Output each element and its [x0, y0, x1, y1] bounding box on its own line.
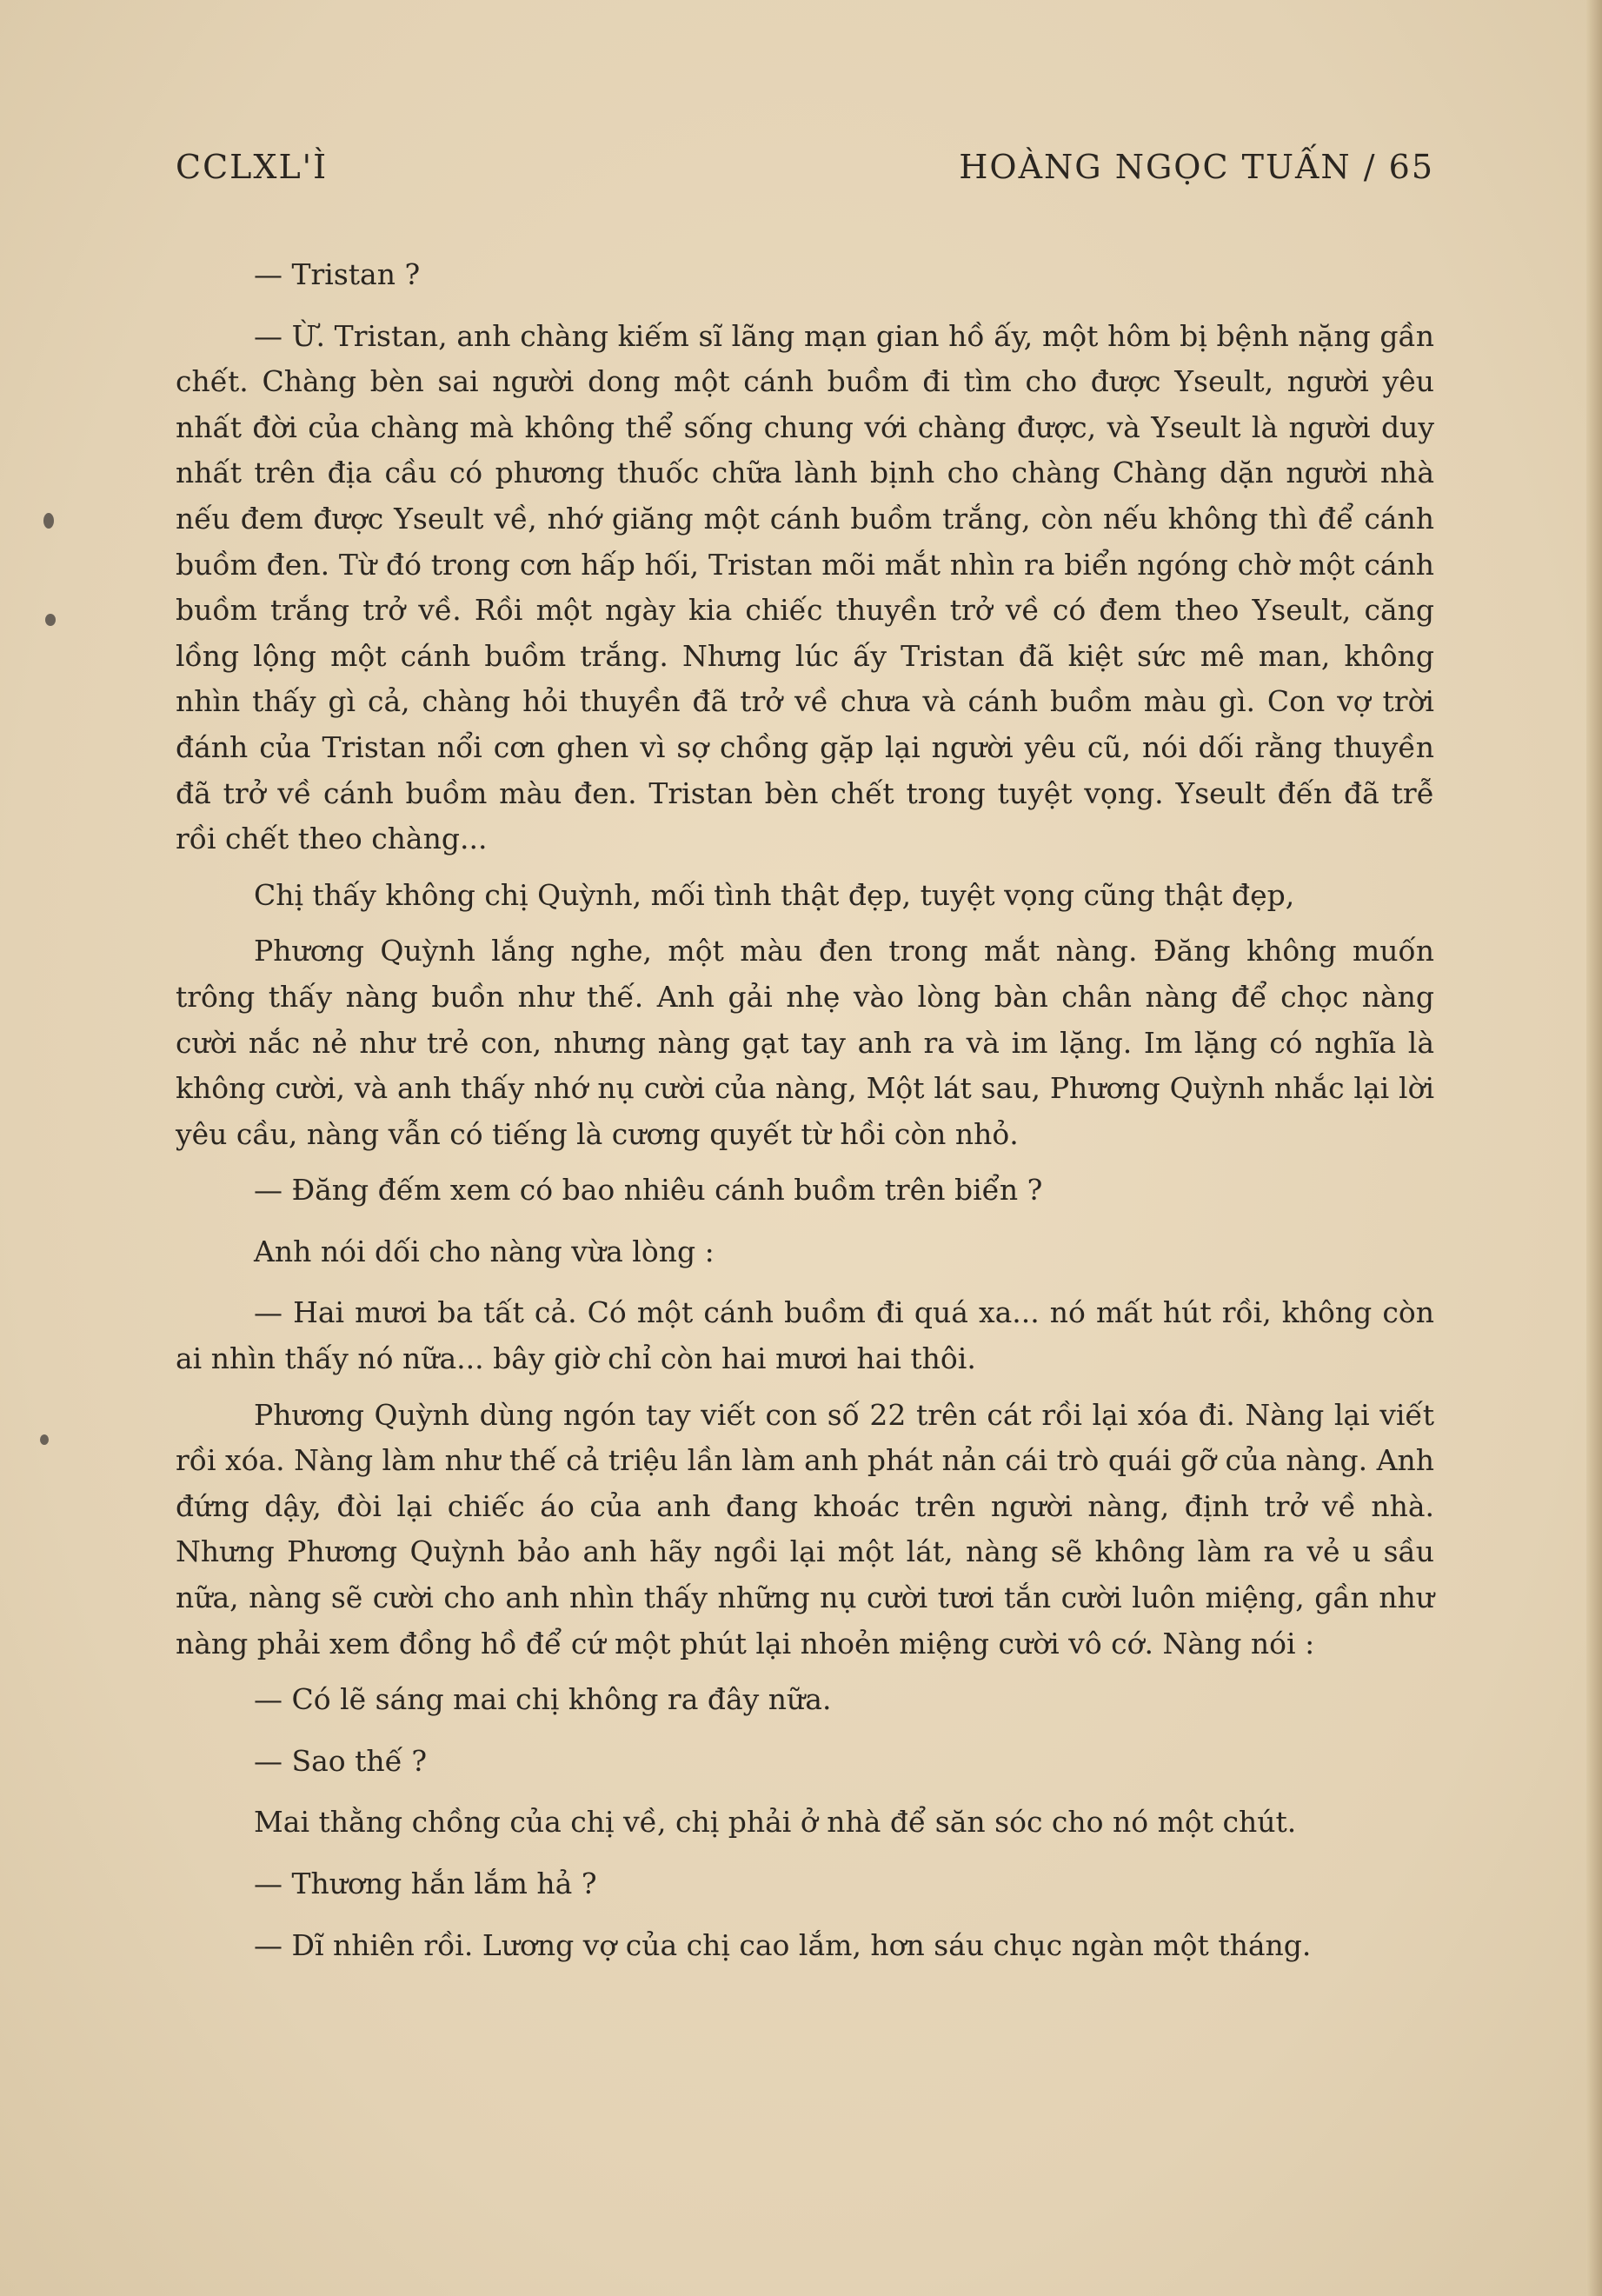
ink-spot: [45, 614, 56, 626]
ink-spot: [43, 513, 54, 529]
paragraph: Anh nói dối cho nàng vừa lòng :: [254, 1234, 715, 1268]
paragraph: — Có lẽ sáng mai chị không ra đây nữa.: [254, 1682, 832, 1717]
paragraph: — Tristan ?: [254, 257, 421, 291]
paragraph: Phương Quỳnh dùng ngón tay viết con số 22 trên cát rồi lại xóa đi. Nàng lại viết rồi xóa. Nàng làm như thế cả triệu lần làm anh phát nản cái trò quái gỡ của nàng. Anh đứng dậy, đòi lại chiếc áo của anh đang khoác trên người nàng, định trở về nhà. Nhưng Phương Quỳnh bảo anh hãy ngồi lại một lát, nàng sẽ không làm ra vẻ u sầu nữa, nàng sẽ cười cho anh nhìn thấy những nụ cười tươi tắn cười luôn miệng, gần như nàng phải xem đồng hồ để cứ một phút lại nhoẻn miệng cười vô cớ. Nàng nói :: [176, 1397, 1435, 1660]
paragraph: — Hai mươi ba tất cả. Có một cánh buồm đi quá xa... nó mất hút rồi, không còn ai nhìn thấy nó nữa... bây giờ chỉ còn hai mươi hai thôi.: [176, 1295, 1434, 1376]
paragraph: — Dĩ nhiên rồi. Lương vợ của chị cao lắm, hơn sáu chục ngàn một tháng.: [254, 1927, 1312, 1962]
paragraph: Chị thấy không chị Quỳnh, mối tình thật đẹp, tuyệt vọng cũng thật đẹp,: [254, 877, 1295, 912]
running-header: [176, 148, 1434, 200]
ink-spot: [40, 1434, 49, 1445]
body-text: [176, 252, 1434, 1979]
page-edge: [1586, 0, 1602, 2296]
header-author-page: HOÀNG NGỌC TUẤN / 65: [959, 148, 1434, 186]
header-code: CCLXL'Ì: [176, 148, 329, 186]
paragraph: — Thương hắn lắm hả ?: [254, 1867, 597, 1900]
paragraph: — Sao thế ?: [254, 1743, 428, 1778]
paragraph: — Ừ. Tristan, anh chàng kiếm sĩ lãng mạn gian hồ ấy, một hôm bị bệnh nặng gần chết. Chàng bèn sai người dong một cánh buồm đi tìm cho được Yseult, người yêu nhất đời của chàng mà không thể sống chung với chàng được, và Yseult là người duy nhất trên địa cầu có phương thuốc chữa lành bịnh cho chàng Chàng dặn người nhà nếu đem được Yseult về, nhớ giăng một cánh buồm trắng, còn nếu không thì để cánh buồm đen. Từ đó trong cơn hấp hối, Tristan mõi mắt nhìn ra biển ngóng chờ một cánh buồm trắng trở về. Rồi một ngày kia chiếc thuyền trở về có đem theo Yseult, căng lồng lộng một cánh buồm trắng. Nhưng lúc ấy Tristan đã kiệt sức mê man, không nhìn thấy gì cả, chàng hỏi thuyền đã trở về chưa và cánh buồm màu gì. Con vợ trời đánh của Tristan nổi cơn ghen vì sợ chồng gặp lại người yêu cũ, nói dối rằng thuyền đã trở về cánh buồm màu đen. Tristan bèn chết trong tuyệt vọng. Yseult đến đã trễ rồi chết theo chàng...: [176, 318, 1434, 856]
paragraph: — Đăng đếm xem có bao nhiêu cánh buồm trên biển ?: [254, 1173, 1043, 1208]
paragraph: Mai thằng chồng của chị về, chị phải ở nhà để săn sóc cho nó một chút.: [254, 1805, 1297, 1840]
paragraph: Phương Quỳnh lắng nghe, một màu đen trong mắt nàng. Đăng không muốn trông thấy nàng buồn như thế. Anh gải nhẹ vào lòng bàn chân nàng để chọc nàng cười nắc nẻ như trẻ con, nhưng nàng gạt tay anh ra và im lặng. Im lặng có nghĩa là không cười, và anh thấy nhớ nụ cười của nàng, Một lát sau, Phương Quỳnh nhắc lại lời yêu cầu, nàng vẫn có tiếng là cương quyết từ hồi còn nhỏ.: [176, 934, 1434, 1151]
